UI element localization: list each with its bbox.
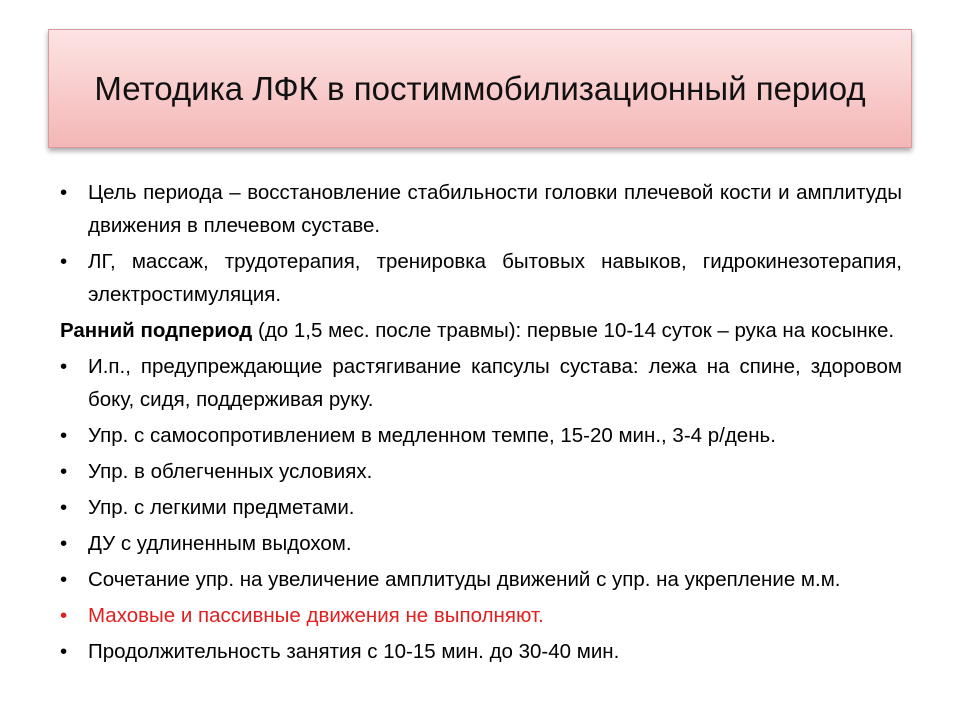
list-item-text: Упр. в облегченных условиях. bbox=[88, 460, 373, 483]
list-item-text: Цель периода – восстановление стабильности головки плечевой кости и амплитуды движения в плечевом суставе. bbox=[88, 181, 902, 237]
list-item bbox=[60, 491, 902, 524]
bullet-icon: • bbox=[60, 532, 68, 555]
subperiod-text: (до 1,5 мес. после травмы): первые 10-14 суток – рука на косынке. bbox=[252, 319, 895, 342]
subperiod-title: Ранний подпериод bbox=[60, 319, 253, 342]
list-item bbox=[60, 563, 902, 596]
list-item-text: ЛГ, массаж, трудотерапия, тренировка бытовых навыков, гидрокинезотерапия, электростимуляция. bbox=[88, 250, 902, 306]
subperiod-heading bbox=[60, 314, 902, 347]
list-item bbox=[60, 176, 902, 242]
list-item bbox=[60, 245, 902, 311]
bullet-icon: • bbox=[60, 568, 68, 591]
slide-title: Методика ЛФК в постиммобилизационный период bbox=[94, 69, 866, 107]
list-item bbox=[60, 350, 902, 416]
bullet-icon: • bbox=[60, 424, 68, 447]
warning-text: Маховые и пассивные движения не выполняют. bbox=[88, 604, 544, 627]
bullet-icon: • bbox=[60, 181, 68, 204]
bullet-icon: • bbox=[60, 460, 68, 483]
list-item bbox=[60, 635, 902, 668]
bullet-icon: • bbox=[60, 640, 68, 663]
bullet-icon: • bbox=[60, 604, 68, 627]
list-item bbox=[60, 419, 902, 452]
title-box bbox=[48, 29, 912, 148]
list-item-text: Упр. с легкими предметами. bbox=[88, 496, 355, 519]
warning-item bbox=[60, 599, 902, 632]
bullet-icon: • bbox=[60, 355, 68, 378]
list-item-text: Продолжительность занятия с 10-15 мин. до 30-40 мин. bbox=[88, 640, 620, 663]
list-item bbox=[60, 455, 902, 488]
list-item bbox=[60, 527, 902, 560]
list-item-text: Упр. с самосопротивлением в медленном темпе, 15-20 мин., 3-4 р/день. bbox=[88, 424, 776, 447]
slide-content bbox=[60, 176, 902, 671]
list-item-text: И.п., предупреждающие растягивание капсулы сустава: лежа на спине, здоровом боку, сидя, поддерживая руку. bbox=[88, 355, 902, 411]
bullet-icon: • bbox=[60, 496, 68, 519]
list-item-text: ДУ с удлиненным выдохом. bbox=[88, 532, 352, 555]
bullet-icon: • bbox=[60, 250, 68, 273]
list-item-text: Сочетание упр. на увеличение амплитуды движений с упр. на укрепление м.м. bbox=[88, 568, 841, 591]
